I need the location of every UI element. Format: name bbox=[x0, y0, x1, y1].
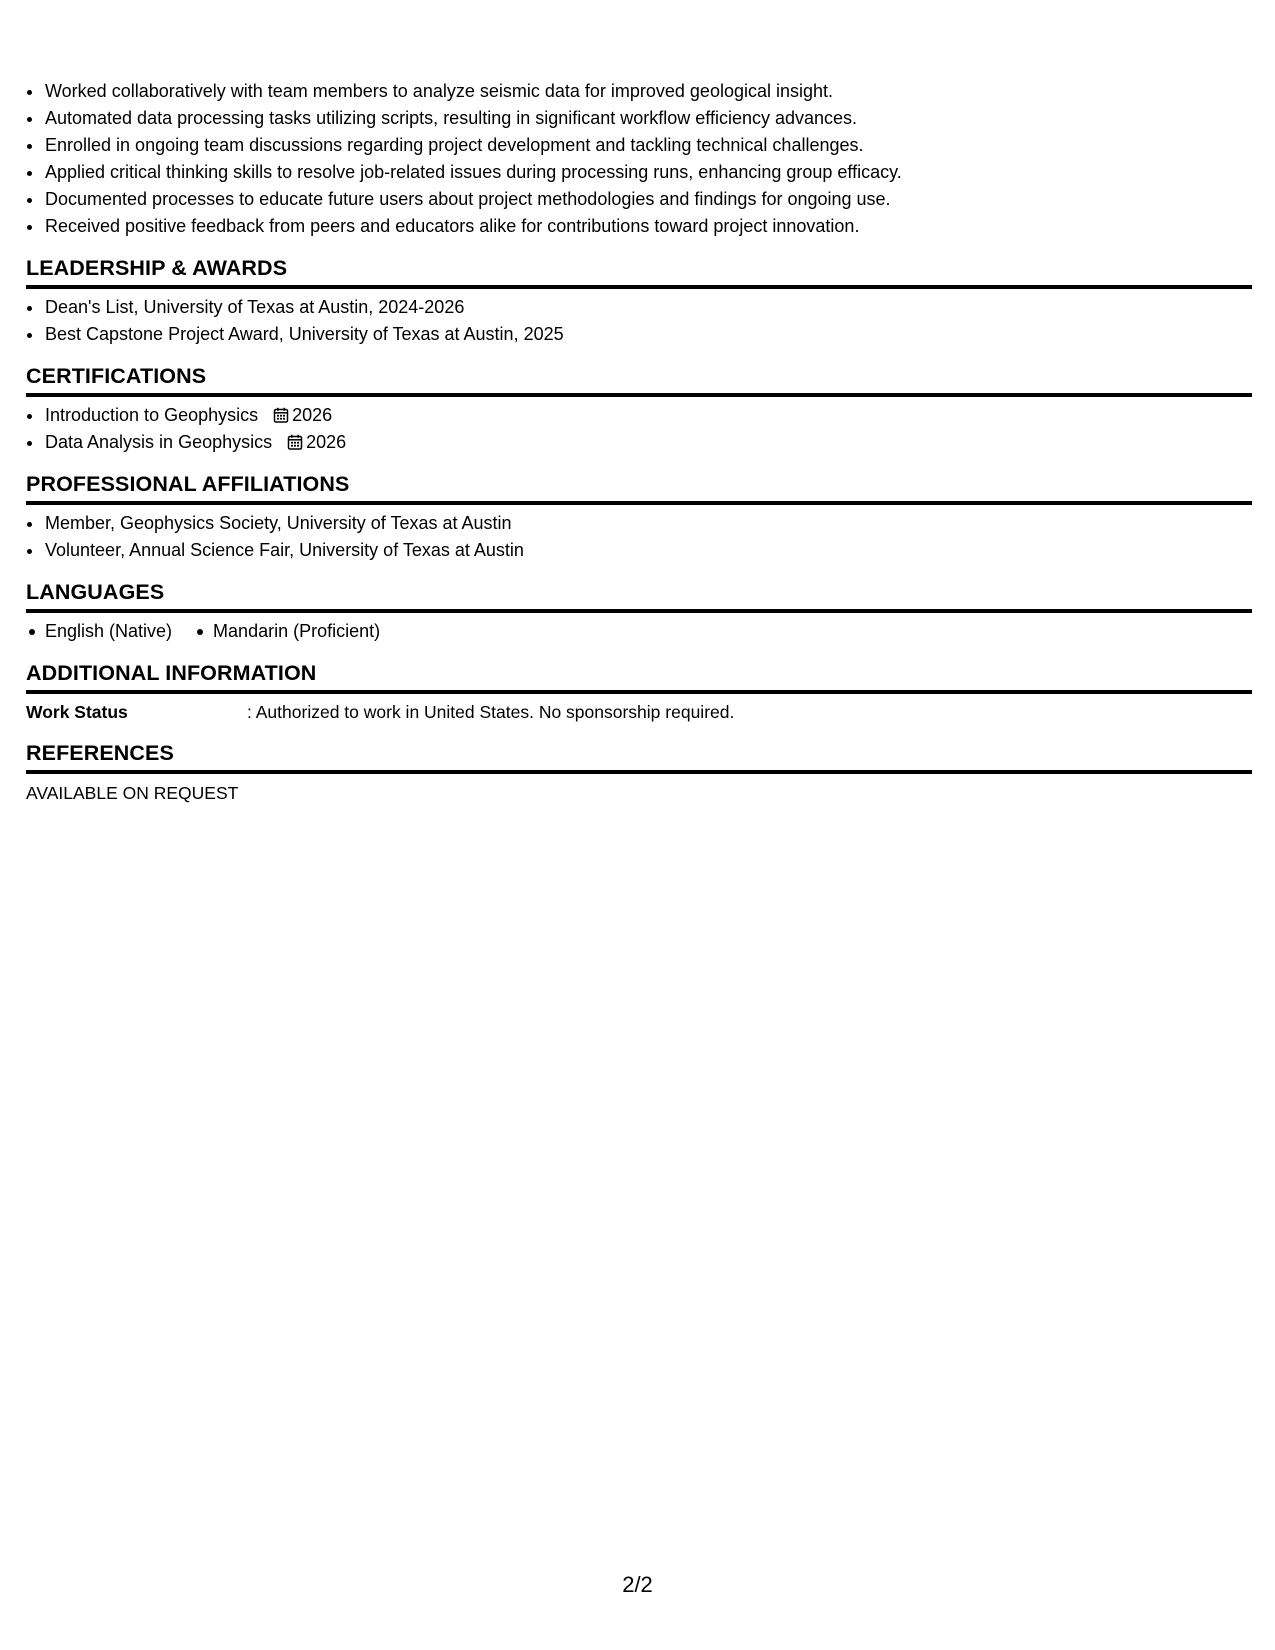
references-section bbox=[26, 739, 1252, 806]
list-item: • Automated data processing tasks utilizing scripts, resulting in significant workflow efficiency advances. bbox=[44, 105, 1252, 132]
list-item: • Received positive feedback from peers and educators alike for contributions toward project innovation. bbox=[44, 213, 1252, 240]
certification-date-wrap bbox=[273, 405, 332, 425]
list-item: • Worked collaboratively with team members to analyze seismic data for improved geological insight. bbox=[44, 78, 1252, 105]
references-text: AVAILABLE ON REQUEST bbox=[26, 783, 239, 803]
calendar-icon bbox=[273, 407, 289, 423]
additional-info-section bbox=[26, 659, 1252, 725]
list-item: • Volunteer, Annual Science Fair, University of Texas at Austin bbox=[44, 537, 1252, 564]
section-heading: REFERENCES bbox=[26, 739, 1252, 774]
languages-section bbox=[26, 578, 1252, 645]
list-item: • Documented processes to educate future users about project methodologies and findings for ongoing use. bbox=[44, 186, 1252, 213]
list-item: • Best Capstone Project Award, University of Texas at Austin, 2025 bbox=[44, 321, 1252, 348]
certification-name: Data Analysis in Geophysics bbox=[45, 432, 273, 452]
list-item: English (Native) bbox=[26, 618, 172, 645]
calendar-icon bbox=[287, 434, 303, 450]
page-number: 2/2 bbox=[622, 1572, 653, 1597]
list-item bbox=[44, 429, 1252, 456]
work-status-row bbox=[26, 699, 1252, 725]
certifications-section bbox=[26, 362, 1252, 456]
list-item: • Enrolled in ongoing team discussions regarding project development and tackling technical challenges. bbox=[44, 132, 1252, 159]
affiliations-list bbox=[26, 510, 1252, 564]
affiliations-section bbox=[26, 470, 1252, 564]
resume-page bbox=[26, 78, 1252, 806]
leadership-section bbox=[26, 254, 1252, 348]
section-heading: CERTIFICATIONS bbox=[26, 362, 1252, 397]
certification-date: 2026 bbox=[306, 432, 347, 452]
certification-name: Introduction to Geophysics bbox=[45, 405, 259, 425]
work-status-value: : Authorized to work in United States. No sponsorship required. bbox=[247, 702, 735, 722]
certification-date: 2026 bbox=[292, 405, 333, 425]
section-heading: LANGUAGES bbox=[26, 578, 1252, 613]
list-item bbox=[44, 402, 1252, 429]
languages-list bbox=[26, 618, 1252, 645]
leadership-list bbox=[26, 294, 1252, 348]
certifications-list bbox=[26, 402, 1252, 456]
work-status-label: Work Status bbox=[26, 702, 128, 722]
section-heading: LEADERSHIP & AWARDS bbox=[26, 254, 1252, 289]
section-heading: ADDITIONAL INFORMATION bbox=[26, 659, 1252, 694]
list-item: • Dean's List, University of Texas at Austin, 2024-2026 bbox=[44, 294, 1252, 321]
experience-bullet-list bbox=[26, 78, 1252, 240]
list-item: • Applied critical thinking skills to resolve job-related issues during processing runs, enhancing group efficacy. bbox=[44, 159, 1252, 186]
certification-date-wrap bbox=[287, 432, 346, 452]
list-item: Mandarin (Proficient) bbox=[194, 618, 380, 645]
list-item: • Member, Geophysics Society, University of Texas at Austin bbox=[44, 510, 1252, 537]
section-heading: PROFESSIONAL AFFILIATIONS bbox=[26, 470, 1252, 505]
